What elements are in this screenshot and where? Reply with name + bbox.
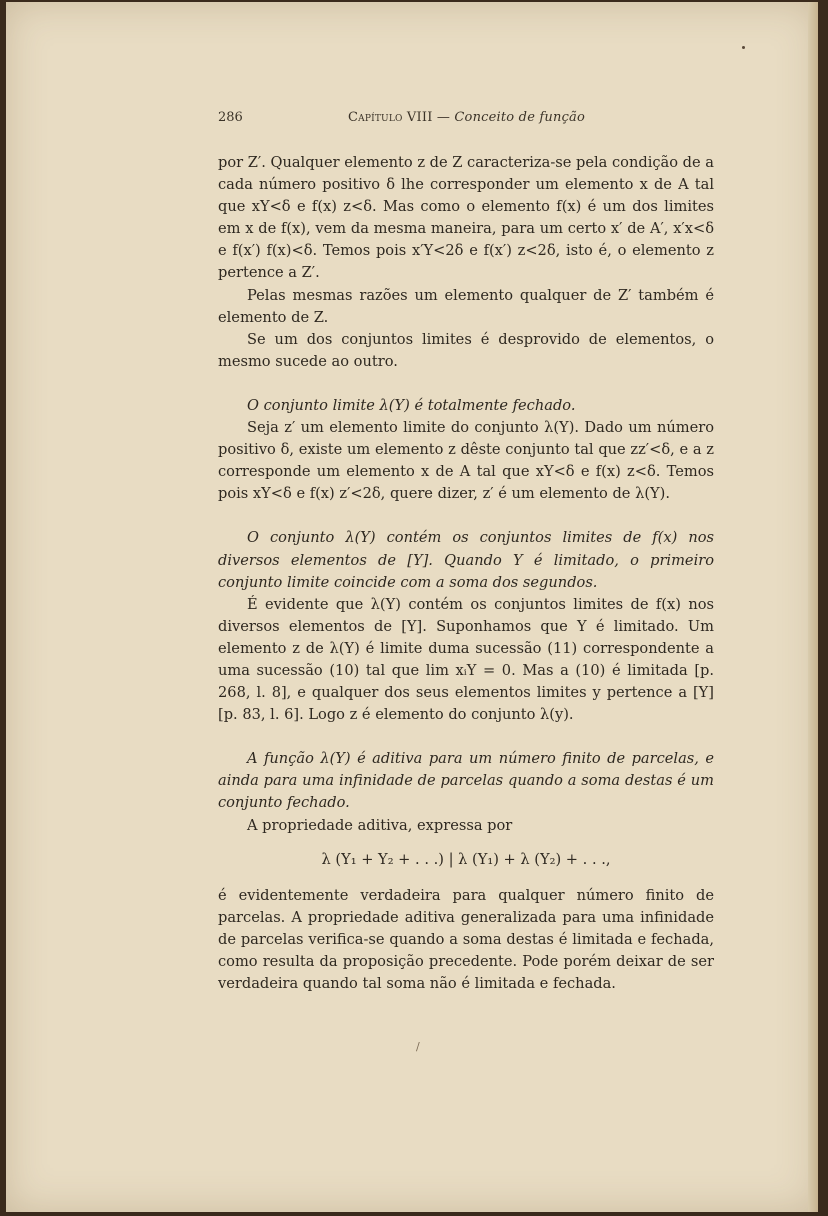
page-number: 286 (218, 110, 243, 125)
paragraph-empty-sets: Se um dos conjuntos limites é desprovido de elementos, o mesmo sucede ao outro. (218, 330, 714, 370)
paragraph-proof-continuation: por Z′. Qualquer elemento z de Z caracteriza-se pela condição de a cada número positivo δ lhe corresponder um elemento x de A tal que xY<δ e f(x) z<δ. Mas como o elemento f(x) é um dos limites em x de f(x), vem da mesma maneira, para um certo x′ de A′, x′x<δ e f(x′) f(x)<δ. Temos pois x′Y<2δ e f(x′) z<2δ, isto é, o elemento z pertence a Z′. (218, 154, 714, 282)
running-head-chapter: Capítulo VIII (348, 110, 433, 125)
theorem-closed: O conjunto limite λ(Y) é totalmente fechado. (247, 396, 576, 414)
stray-mark: / (416, 1040, 420, 1053)
body-text (218, 152, 714, 995)
running-head (348, 110, 585, 125)
theorem-additive: A função λ(Y) é aditiva para um número finito de parcelas, e ainda para uma infinidade de parcelas quando a soma destas é um conjunto fechado. (218, 750, 714, 812)
formula-additive: λ (Y₁ + Y₂ + . . .) | λ (Y₁) + λ (Y₂) + . . ., (321, 850, 611, 868)
running-head-section: Conceito de função (454, 110, 586, 125)
page-header (214, 110, 712, 130)
paragraph-additive-intro: A propriedade aditiva, expressa por (247, 816, 513, 834)
paper-speck (742, 46, 745, 49)
book-page (6, 2, 818, 1212)
running-head-separator: — (432, 110, 455, 125)
theorem-contains: O conjunto λ(Y) contém os conjuntos limites de f(x) nos diversos elementos de [Y]. Quando Y é limitado, o primeiro conjunto limite coincide com a soma dos segundos. (218, 529, 714, 591)
paragraph-converse: Pelas mesmas razões um elemento qualquer de Z′ também é elemento de Z. (218, 286, 714, 326)
proof-closed: Seja z′ um elemento limite do conjunto λ(Y). Dado um número positivo δ, existe um elemento z dêste conjunto tal que zz′<δ, e a z corresponde um elemento x de A tal que xY<δ e f(x) z<δ. Temos pois xY<δ e f(x) z′<2δ, quere dizer, z′ é um elemento de λ(Y). (218, 419, 714, 503)
paragraph-conclusion: é evidentemente verdadeira para qualquer número finito de parcelas. A propriedade aditiva generalizada para uma infinidade de parcelas verifica-se quando a soma destas é limitada e fechada, como resulta da proposição precedente. Pode porém deixar de ser verdadeira quando tal soma não é limitada e fechada. (218, 886, 714, 993)
proof-contains: É evidente que λ(Y) contém os conjuntos limites de f(x) nos diversos elementos de [Y]. Suponhamos que Y é limitado. Um elemento z de λ(Y) é limite duma sucessão (11) correspondente a uma sucessão (10) tal que lim xᵢY = 0. Mas a (10) é limitada [p. 268, l. 8], e qualquer dos seus elementos limites y pertence a [Y] [p. 83, l. 6]. Logo z é elemento do conjunto λ(y). (218, 595, 714, 724)
page-edge (808, 2, 818, 1212)
